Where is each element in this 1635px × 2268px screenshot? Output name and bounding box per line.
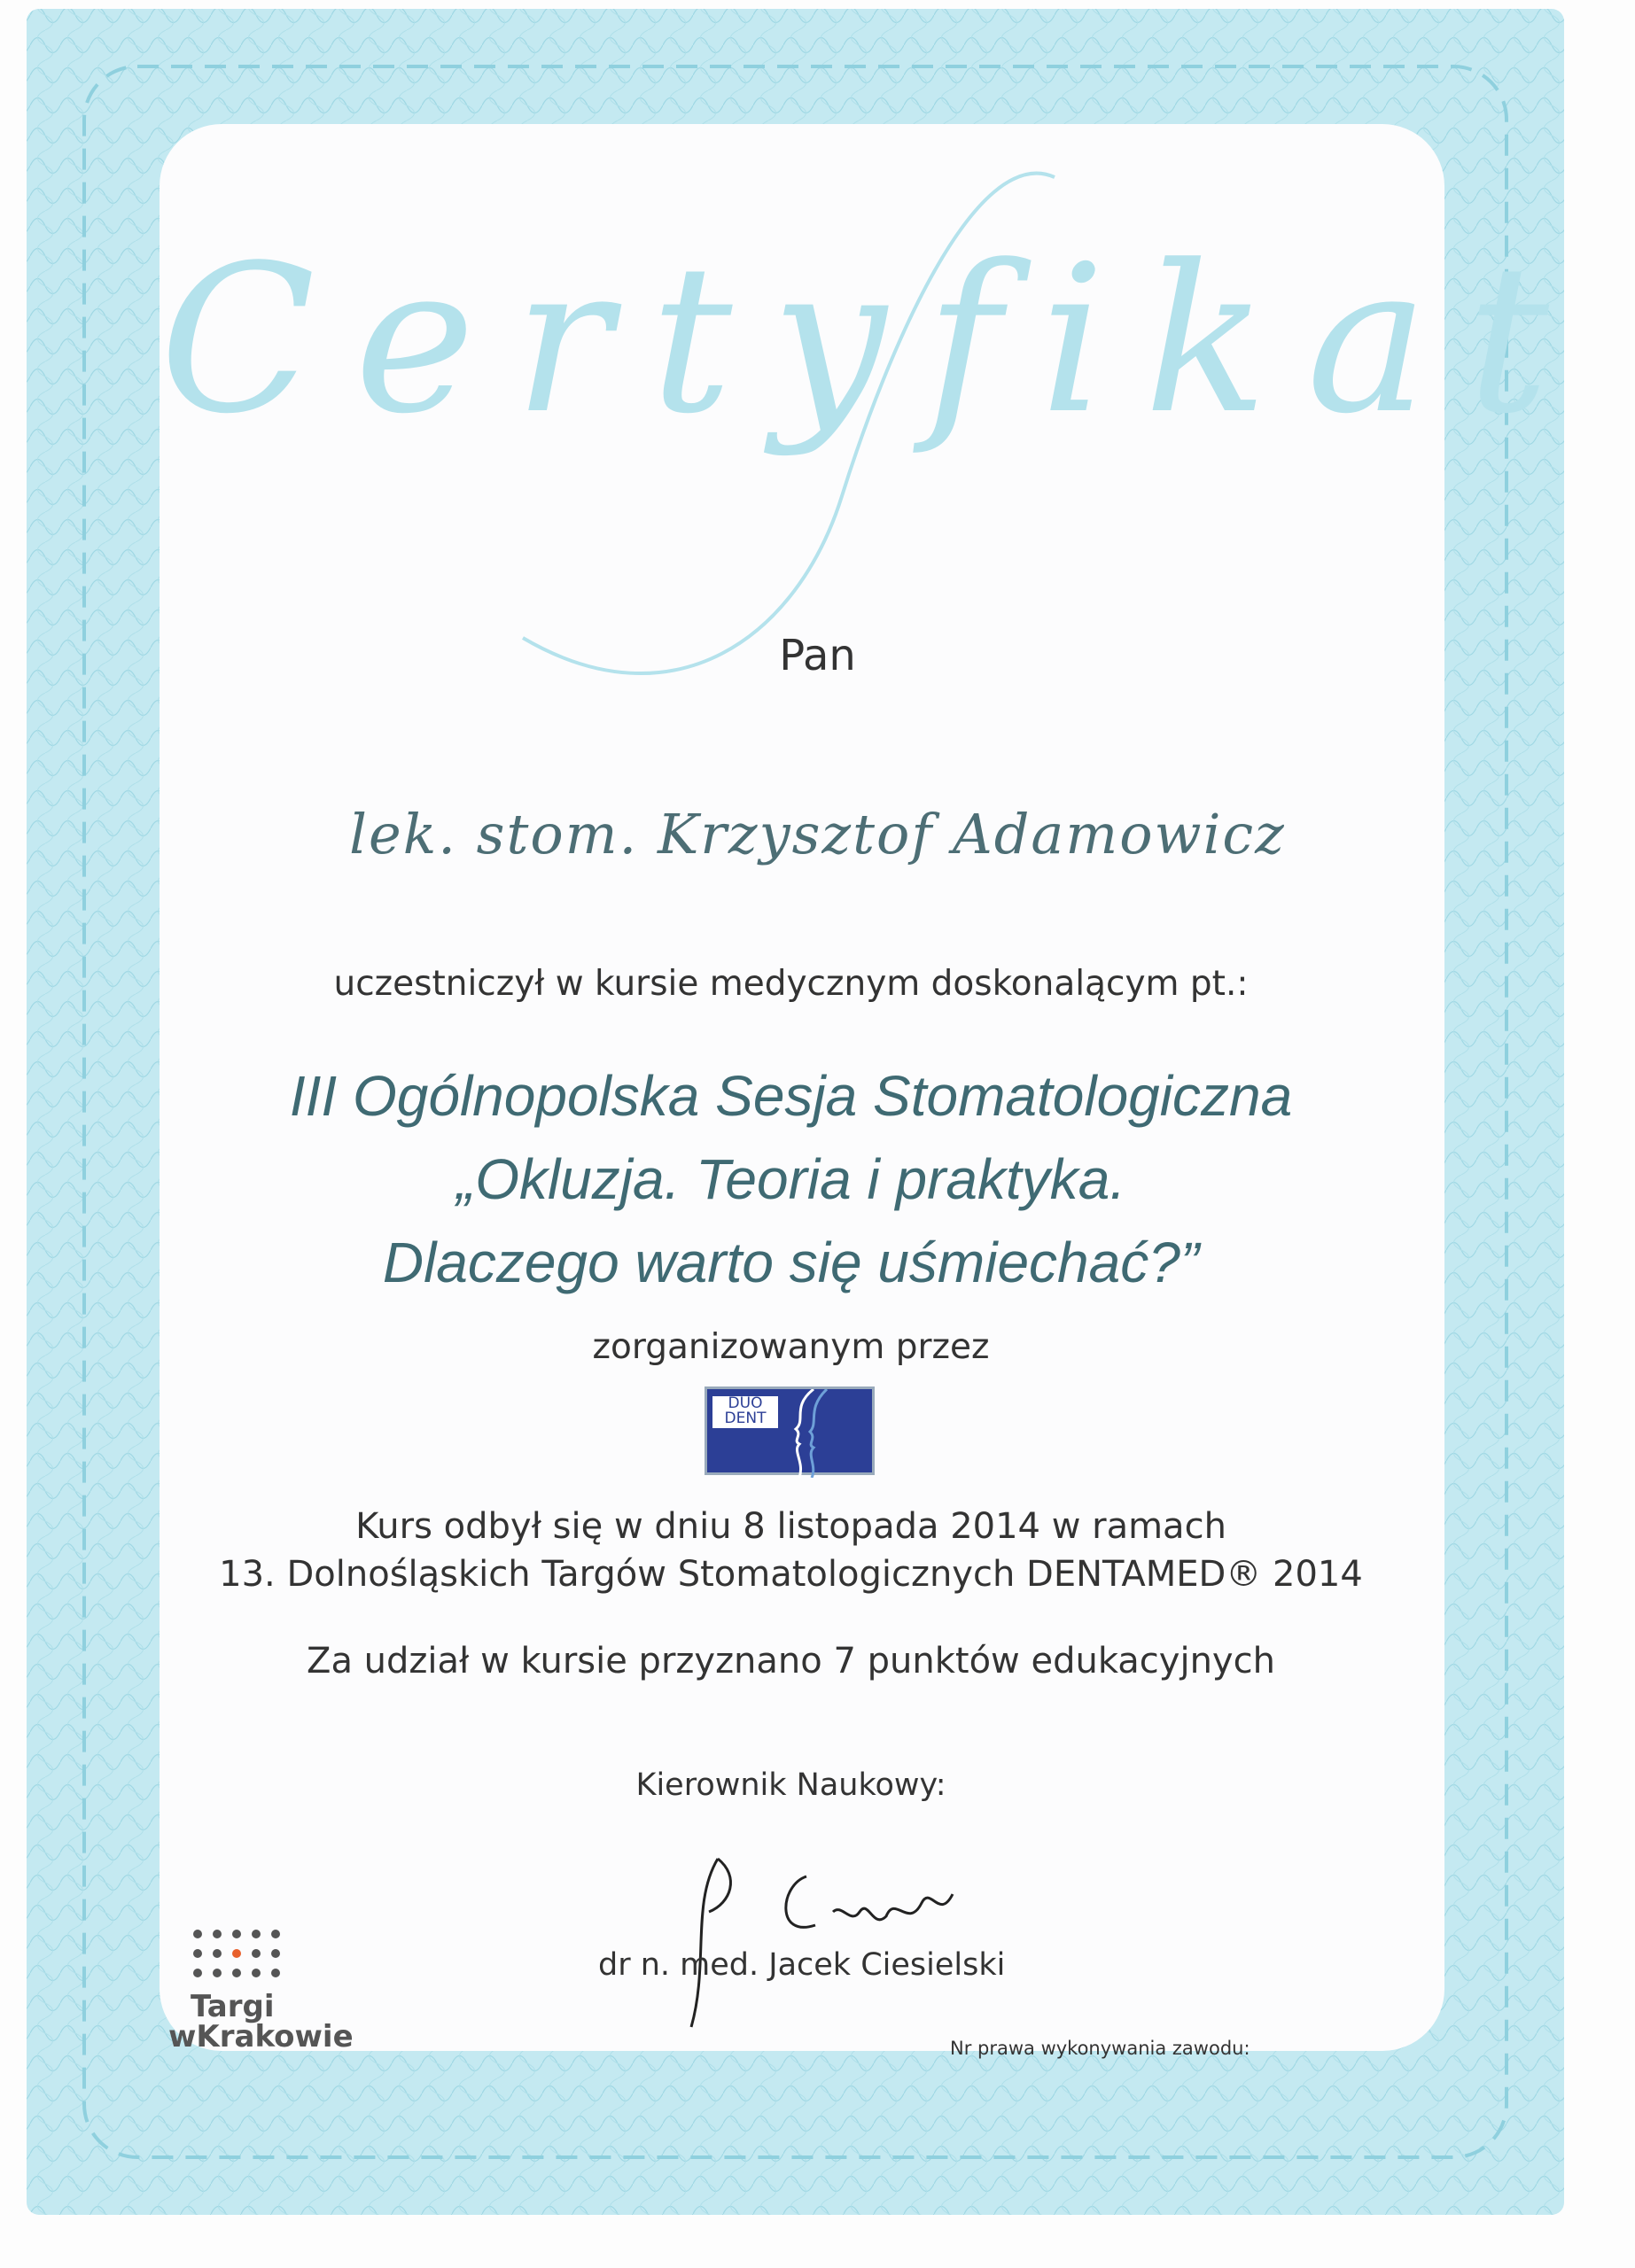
course-title-line: Dlaczego warto się uśmiechać?” — [382, 1231, 1200, 1294]
info-line: Kurs odbył się w dniu 8 listopada 2014 w ramach — [355, 1506, 1226, 1547]
intro-text: uczestniczył w kursie medycznym doskonalącym pt.: — [333, 964, 1249, 1004]
signature — [656, 1841, 1010, 2036]
course-info — [0, 1503, 1582, 1598]
course-title-line: „Okluzja. Teoria i praktyka. — [455, 1147, 1126, 1211]
duodent-logo-text — [712, 1396, 778, 1428]
targi-logo-line: Targi — [191, 1989, 275, 2024]
logo-line: DUO — [728, 1394, 763, 1412]
certificate-title: Certyfikat — [160, 222, 1589, 459]
organized-by-label: zorganizowanym przez — [592, 1327, 990, 1367]
logo-line: DENT — [724, 1410, 767, 1427]
dots-grid-icon — [191, 1927, 288, 1980]
director-name: dr n. med. Jacek Ciesielski — [598, 1947, 1006, 1983]
license-number-label: Nr prawa wykonywania zawodu: — [950, 2038, 1250, 2059]
course-title-line: III Ogólnopolska Sesja Stomatologiczna — [289, 1064, 1293, 1128]
recipient-name: lek. stom. Krzysztof Adamowicz — [349, 802, 1286, 866]
salutation: Pan — [779, 631, 856, 680]
targi-w-krakowie-logo — [168, 1927, 381, 2069]
info-line: 13. Dolnośląskich Targów Stomatologicznych DENTAMED® 2014 — [219, 1554, 1363, 1595]
targi-logo-line: wKrakowie — [168, 2019, 354, 2054]
duodent-logo — [705, 1386, 875, 1475]
education-points: Za udział w kursie przyznano 7 punktów edukacyjnych — [307, 1641, 1275, 1682]
course-title — [0, 1054, 1582, 1304]
director-label: Kierownik Naukowy: — [635, 1767, 946, 1803]
